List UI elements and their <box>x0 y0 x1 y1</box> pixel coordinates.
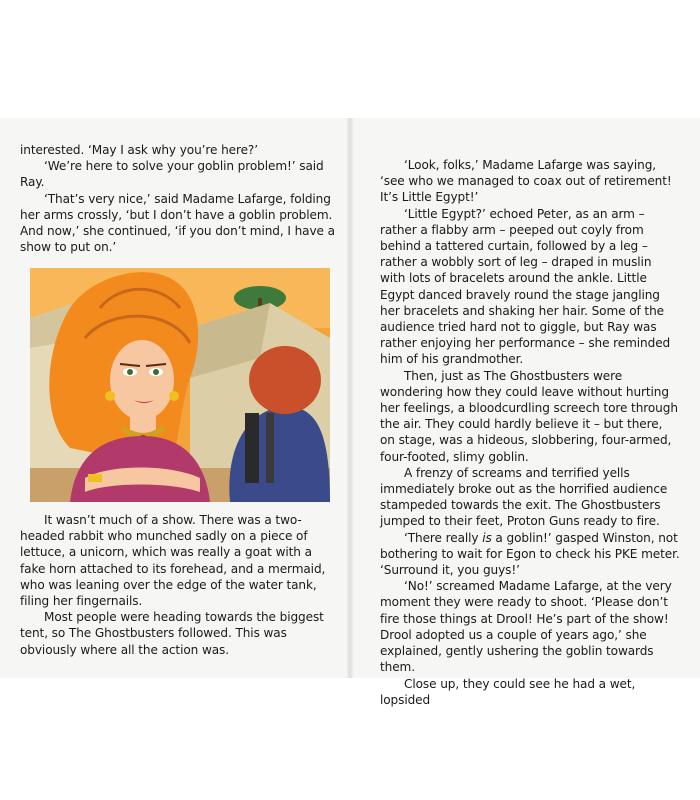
story-illustration <box>30 268 330 502</box>
paragraph: interested. ‘May I ask why you’re here?’ <box>20 143 258 157</box>
paragraph: Close up, they could see he had a wet, lopsided <box>380 676 636 707</box>
paragraph: It wasn’t much of a show. There was a two-headed rabbit who munched sadly on a piece of lettuce, a unicorn, which was really a goat with a fake horn attached to its forehead, and a mermaid, who was leaning over the edge of the water tank, filing her fingernails. <box>20 513 326 609</box>
paragraph: ‘Look, folks,’ Madame Lafarge was saying, ‘see who we managed to coax out of retirement! It’s Little Egypt!’ <box>380 158 672 205</box>
left-page-text-top <box>20 142 338 255</box>
left-page-text-bottom <box>20 512 338 658</box>
right-page-text <box>380 157 680 708</box>
paragraph: Then, just as The Ghostbusters were wondering how they could leave without hurting her feelings, a bloodcurdling screech tore through the air. They could hardly believe it – but there, on stage, was a hideous, slobbering, four-armed, four-footed, slimy goblin. <box>380 368 678 464</box>
paragraph: ‘We’re here to solve your goblin problem!’ said Ray. <box>20 159 324 190</box>
paragraph: A frenzy of screams and terrified yells immediately broke out as the horrified audience stampeded towards the exit. The Ghostbusters jumped to their feet, Proton Guns ready to fire. <box>380 465 668 529</box>
paragraph <box>380 530 680 579</box>
text-run: ‘There really <box>404 530 483 545</box>
text-run: a goblin!’ gasped Winston, not bothering to wait for Egon to check his PKE meter. ‘Surround it, you guys!’ <box>380 530 680 578</box>
paragraph: ‘That’s very nice,’ said Madame Lafarge, folding her arms crossly, ‘but I don’t have a goblin problem. And now,’ she continued, ‘if you don’t mind, I have a show to put on.’ <box>20 191 335 255</box>
book-gutter <box>346 118 354 678</box>
paragraph: ‘No!’ screamed Madame Lafarge, at the very moment they were ready to shoot. ‘Please don’t fire those things at Drool! He’s part of the show! Drool adopted us a couple of years ago,’ she explained, gently ushering the goblin towards them. <box>380 579 672 675</box>
emphasis: is <box>482 530 492 545</box>
paragraph: Most people were heading towards the biggest tent, so The Ghostbusters followed. This was obviously where all the action was. <box>20 610 324 657</box>
paragraph: ‘Little Egypt?’ echoed Peter, as an arm – rather a flabby arm – peeped out coyly from behind a tattered curtain, followed by a leg – rather a wobbly sort of leg – draped in muslin with lots of bracelets around the ankle. Little Egypt danced bravely round the stage jangling her bracelets and shaking her hair. Some of the audience tried hard not to giggle, but Ray was rather enjoying her performance – she reminded him of his grandmother. <box>380 206 671 367</box>
